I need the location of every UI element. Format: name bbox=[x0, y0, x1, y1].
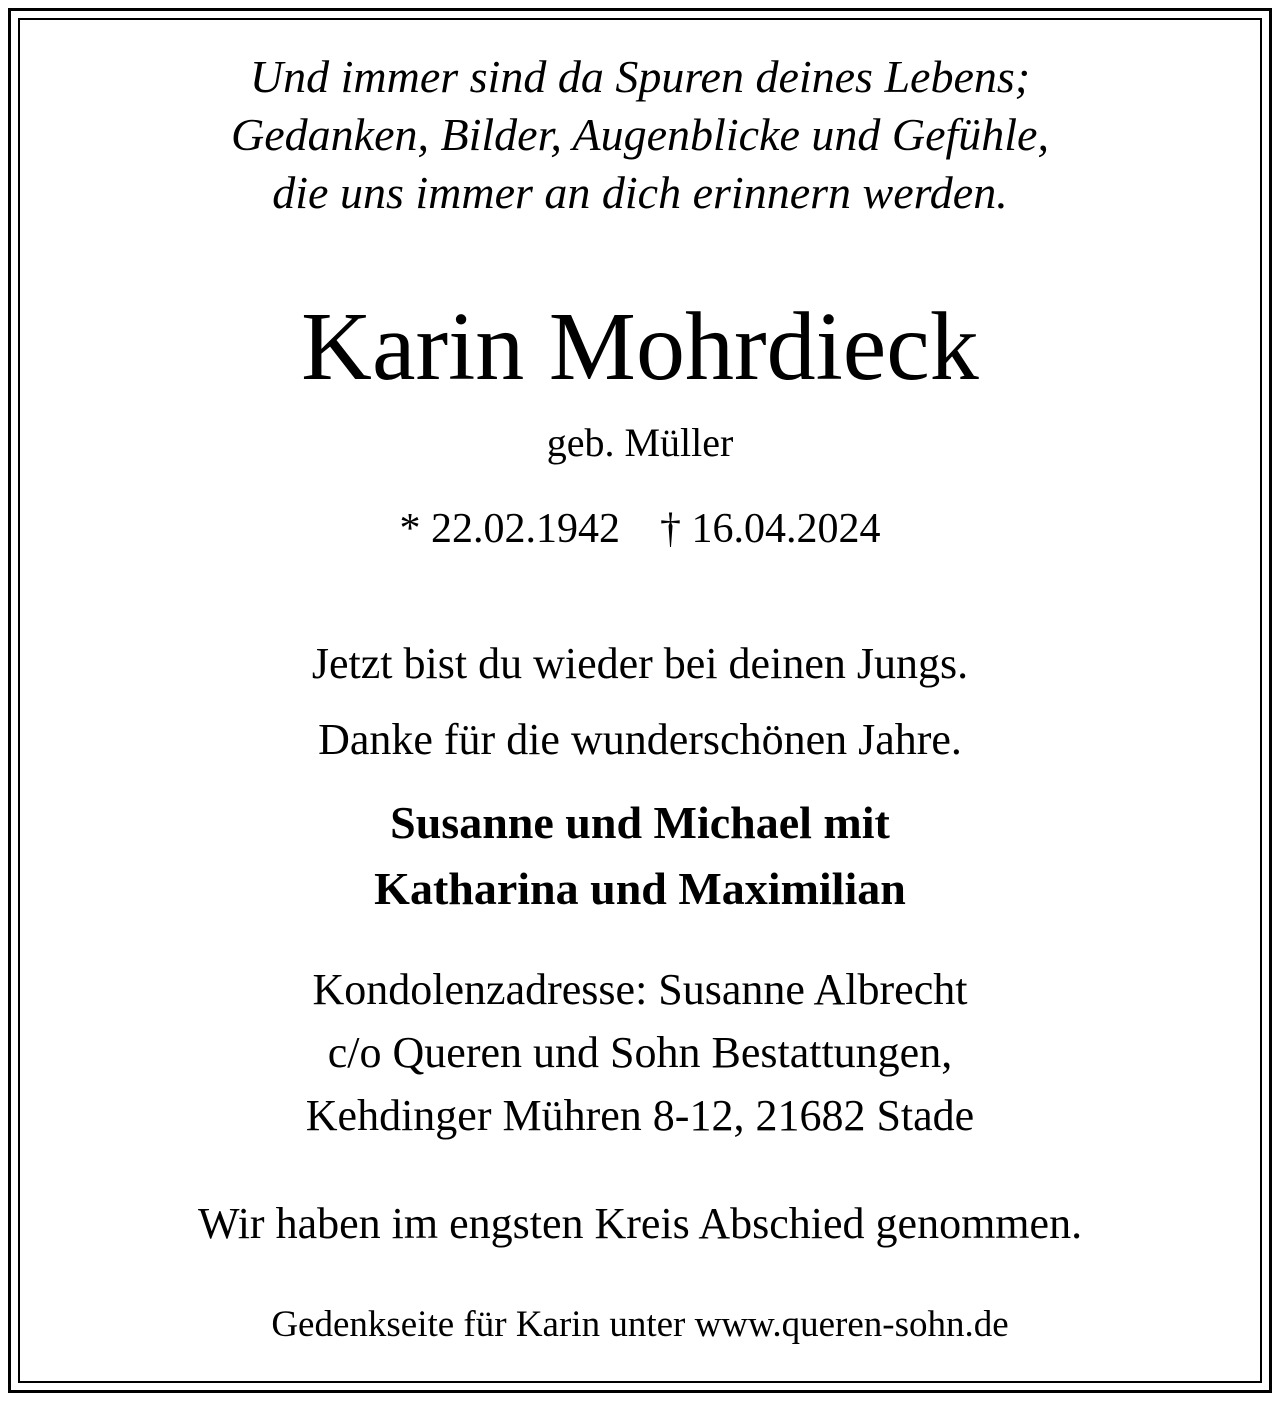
condolence-address bbox=[20, 958, 1260, 1147]
motto-verse bbox=[20, 48, 1260, 222]
deceased-name: Karin Mohrdieck bbox=[301, 293, 979, 401]
family-line: Susanne und Michael mit bbox=[390, 797, 890, 848]
memorial-page-note: Gedenkseite für Karin unter www.queren-sohn.de bbox=[271, 1304, 1009, 1345]
address-line: c/o Queren und Sohn Bestattungen, bbox=[327, 1028, 953, 1077]
mourning-family bbox=[20, 790, 1260, 922]
death-date: † 16.04.2024 bbox=[660, 506, 881, 552]
maiden-name: geb. Müller bbox=[546, 420, 734, 465]
farewell-statement: Wir haben im engsten Kreis Abschied genommen. bbox=[197, 1199, 1083, 1248]
message-line: Danke für die wunderschönen Jahre. bbox=[318, 715, 962, 764]
motto-line: Gedanken, Bilder, Augenblicke und Gefühle, bbox=[231, 109, 1049, 160]
address-line: Kondolenzadresse: Susanne Albrecht bbox=[312, 965, 968, 1014]
address-line: Kehdinger Mühren 8-12, 21682 Stade bbox=[305, 1091, 975, 1140]
motto-line: die uns immer an dich erinnern werden. bbox=[272, 167, 1008, 218]
birth-date: * 22.02.1942 bbox=[399, 506, 620, 552]
message-line: Jetzt bist du wieder bei deinen Jungs. bbox=[311, 639, 969, 688]
motto-line: Und immer sind da Spuren deines Lebens; bbox=[249, 51, 1031, 102]
farewell-message bbox=[20, 626, 1260, 778]
family-line: Katharina und Maximilian bbox=[374, 863, 906, 914]
life-dates bbox=[20, 502, 1260, 556]
